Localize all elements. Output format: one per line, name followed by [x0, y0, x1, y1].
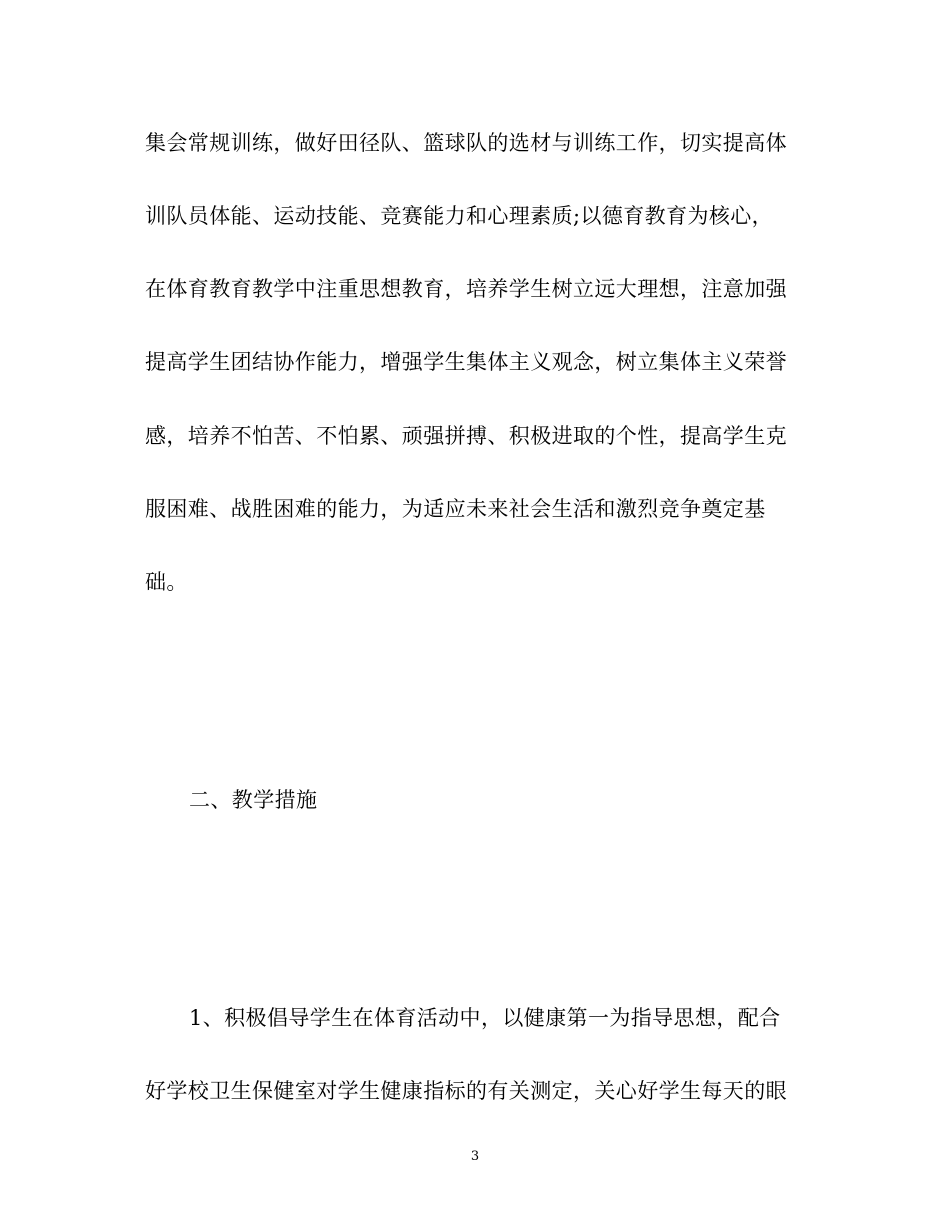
body-text-line: 础。: [145, 570, 188, 594]
body-text-line: 在体育教育教学中注重思想教育，培养学生树立远大理想，注意加强: [145, 277, 787, 301]
body-text-line: 感，培养不怕苦、不怕累、顽强拼搏、积极进取的个性，提高学生克: [145, 424, 787, 448]
section-heading: 二、教学措施: [189, 788, 318, 812]
body-text-line: 1、积极倡导学生在体育活动中，以健康第一为指导思想，配合: [189, 1006, 781, 1030]
page-number: 3: [470, 1149, 480, 1164]
body-text-line: 好学校卫生保健室对学生健康指标的有关测定，关心好学生每天的眼: [145, 1079, 787, 1103]
body-text-line: 训队员体能、运动技能、竞赛能力和心理素质;以德育教育为核心，: [145, 204, 774, 228]
body-text-line: 提高学生团结协作能力，增强学生集体主义观念，树立集体主义荣誉: [145, 350, 787, 374]
body-text-line: 服困难、战胜困难的能力，为适应未来社会生活和激烈竞争奠定基: [145, 497, 766, 521]
body-text-line: 集会常规训练，做好田径队、篮球队的选材与训练工作，切实提高体: [145, 131, 787, 155]
